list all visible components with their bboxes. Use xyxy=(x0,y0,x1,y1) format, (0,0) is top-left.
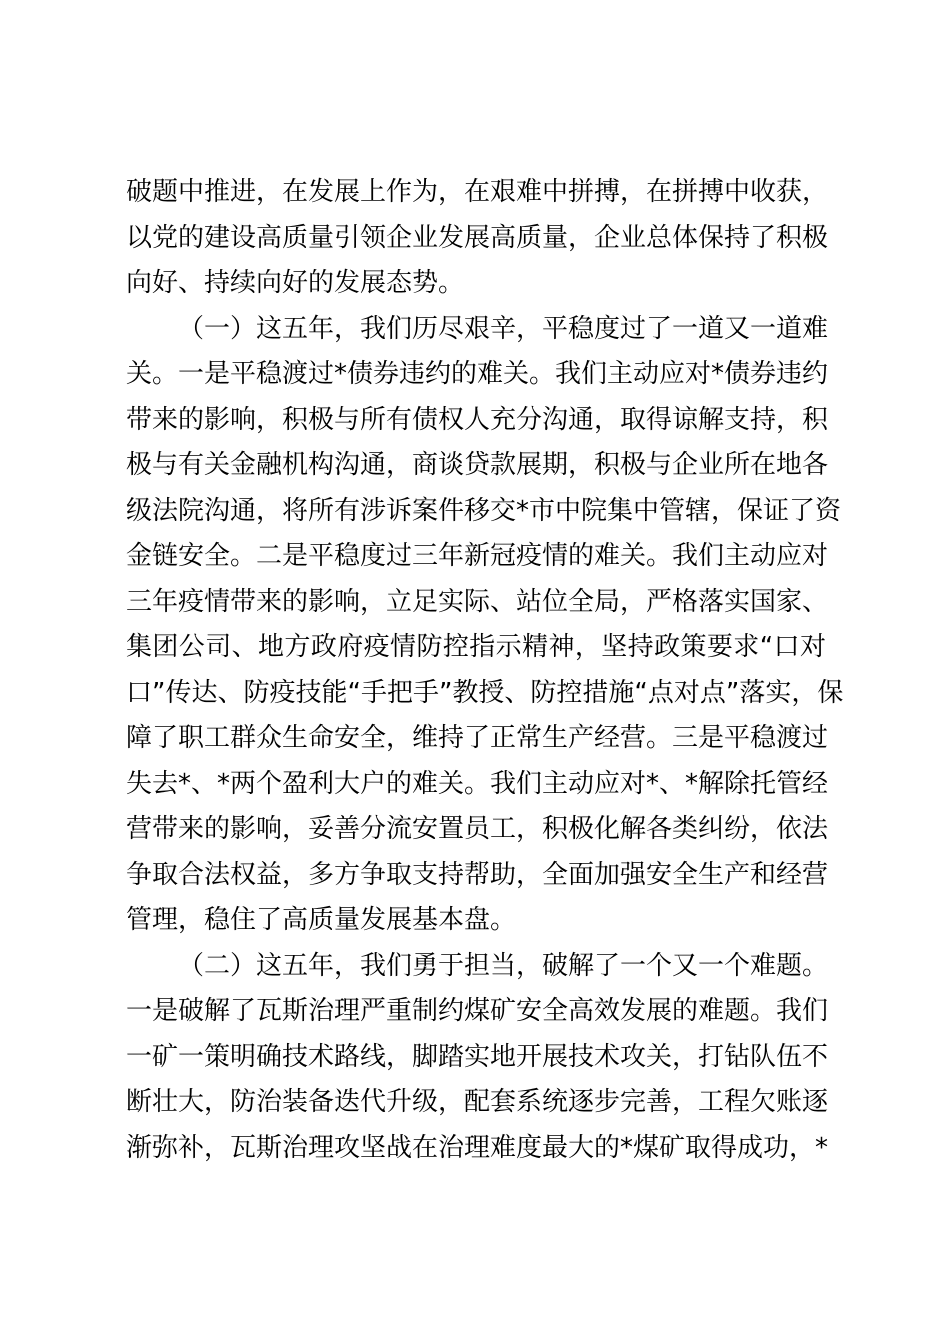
text-line: 一矿一策明确技术路线，脚踏实地开展技术攻关，打钻队伍不 xyxy=(126,1041,829,1072)
text-line: 断壮大，防治装备迭代升级，配套系统逐步完善，工程欠账逐 xyxy=(126,1087,829,1117)
text-line: 渐弥补，瓦斯治理攻坚战在治理难度最大的*煤矿取得成功，* xyxy=(126,1132,829,1163)
text-line: 关。一是平稳渡过*债券违约的难关。我们主动应对*债券违约 xyxy=(126,359,829,389)
text-line: 失去*、*两个盈利大户的难关。我们主动应对*、*解除托管经 xyxy=(126,768,829,799)
text-line: 集团公司、地方政府疫情防控指示精神，坚持政策要求“口对 xyxy=(126,632,826,662)
text-line: 带来的影响，积极与所有债权人充分沟通，取得谅解支持，积 xyxy=(126,404,829,435)
text-line: 金链安全。二是平稳度过三年新冠疫情的难关。我们主动应对 xyxy=(126,541,829,571)
text-line: 向好、持续向好的发展态势。 xyxy=(126,268,465,298)
text-line: 以党的建设高质量引领企业发展高质量，企业总体保持了积极 xyxy=(126,222,829,253)
text-line: 障了职工群众生命安全，维持了正常生产经营。三是平稳渡过 xyxy=(126,723,829,753)
text-line: 争取合法权益，多方争取支持帮助，全面加强安全生产和经营 xyxy=(126,859,829,890)
text-line: 级法院沟通，将所有涉诉案件移交*市中院集中管辖，保证了资 xyxy=(126,495,842,526)
paragraph-start-line: （一）这五年，我们历尽艰辛，平稳度过了一道又一道难 xyxy=(178,313,829,344)
text-line: 管理，稳住了高质量发展基本盘。 xyxy=(126,905,517,935)
text-line: 破题中推进，在发展上作为，在艰难中拼搏，在拼搏中收获， xyxy=(126,177,829,207)
text-line: 营带来的影响，妥善分流安置员工，积极化解各类纠纷，依法 xyxy=(126,814,829,844)
document-body xyxy=(126,170,844,1171)
text-line: 极与有关金融机构沟通，商谈贷款展期，积极与企业所在地各 xyxy=(126,450,829,480)
text-line: 口”传达、防疫技能“手把手”教授、防控措施“点对点”落实，保 xyxy=(126,677,844,708)
text-line: 一是破解了瓦斯治理严重制约煤矿安全高效发展的难题。我们 xyxy=(126,996,829,1026)
paragraph-start-line: （二）这五年，我们勇于担当，破解了一个又一个难题。 xyxy=(178,950,829,981)
text-line: 三年疫情带来的影响，立足实际、站位全局，严格落实国家、 xyxy=(126,586,829,617)
